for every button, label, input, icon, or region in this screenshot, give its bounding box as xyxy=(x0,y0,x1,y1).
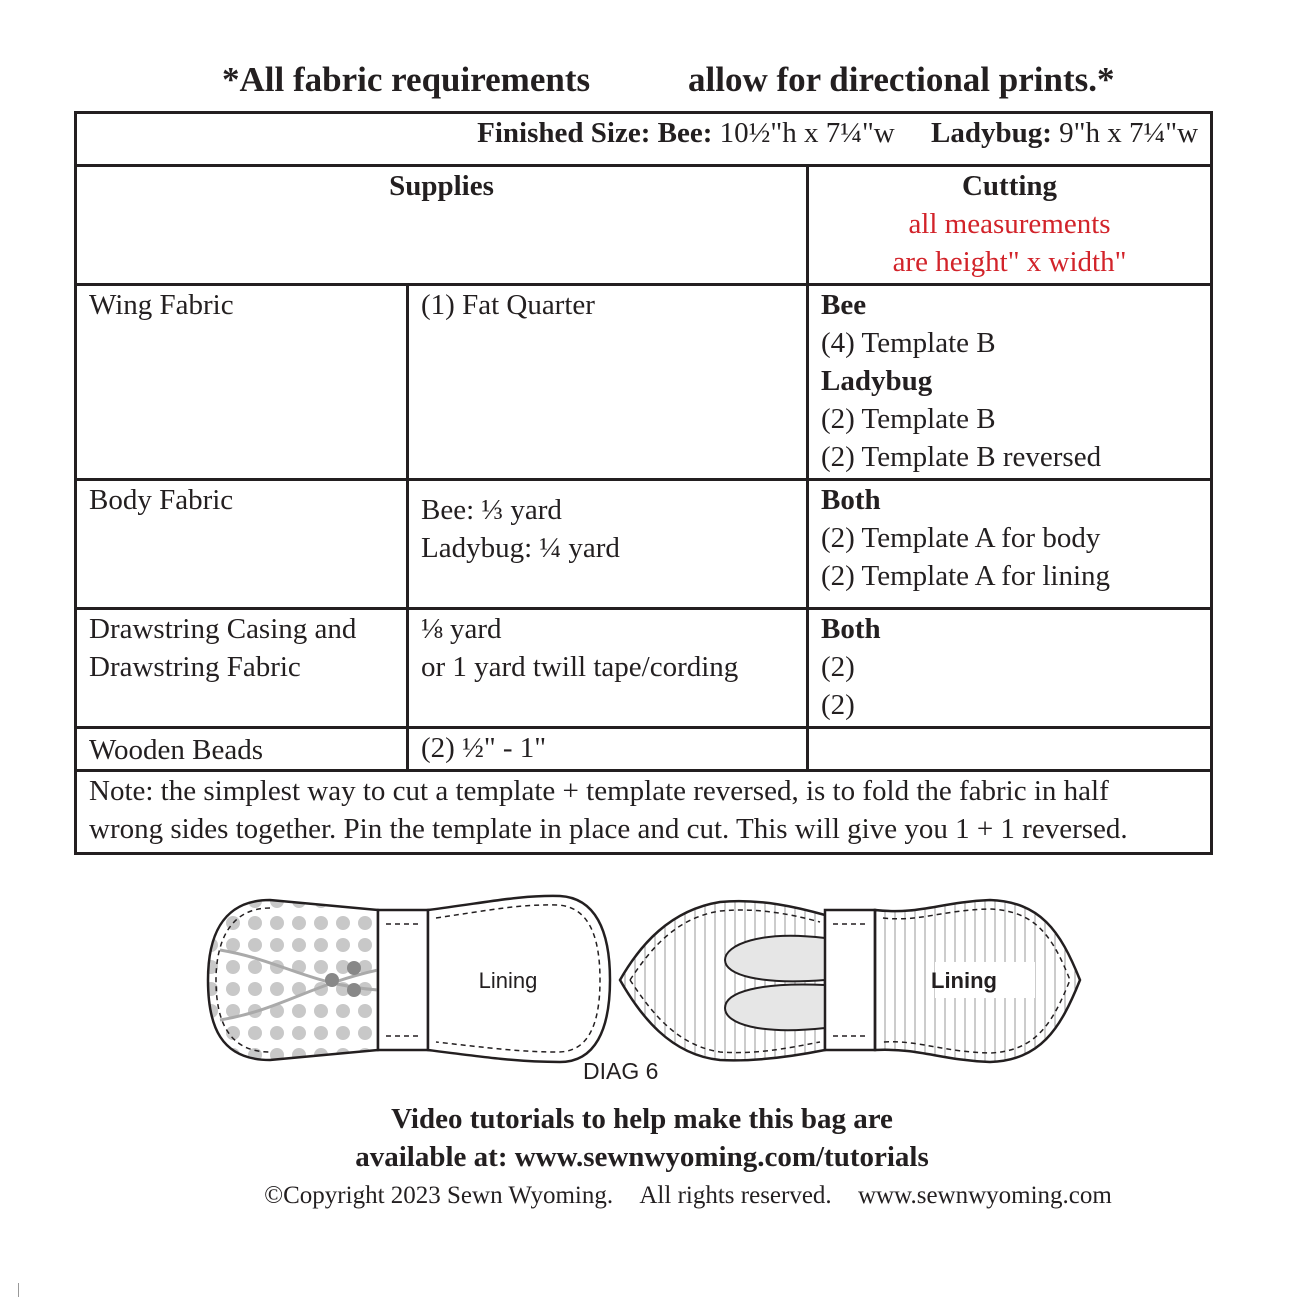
supply-amount: or 1 yard twill tape/cording xyxy=(421,651,739,683)
note-line-1: Note: the simplest way to cut a template + template reversed, is to fold the fabric in half xyxy=(89,775,1109,807)
rights-text: All rights reserved. xyxy=(639,1182,832,1209)
cutting-group-label: Ladybug xyxy=(821,365,933,397)
supply-item: Drawstring Fabric xyxy=(89,651,301,683)
table-row xyxy=(76,728,1212,771)
cutting-item: (2) xyxy=(821,651,855,683)
video-tutorials-note xyxy=(0,1100,1284,1176)
cutting-note-line-2: are height" x width" xyxy=(892,246,1127,278)
video-line-1: Video tutorials to help make this bag are xyxy=(391,1103,893,1135)
supply-amount: (1) Fat Quarter xyxy=(421,289,595,321)
table-row xyxy=(76,609,1212,728)
bee-size-value: 10½"h x 7¼"w xyxy=(719,117,895,149)
finished-size-label: Finished Size: xyxy=(477,117,651,149)
cutting-header: Cutting xyxy=(961,170,1058,202)
supply-item: Wing Fabric xyxy=(89,289,234,321)
finished-size-row xyxy=(76,113,1212,166)
left-lining-label: Lining xyxy=(478,968,538,993)
right-bag-illustration xyxy=(620,900,1080,1062)
headline-part-2: allow for directional prints.* xyxy=(688,60,1115,99)
supply-amount: Ladybug: ¼ yard xyxy=(421,532,620,564)
cutting-item: (4) Template B xyxy=(821,327,996,359)
diagram-caption: DIAG 6 xyxy=(583,1058,659,1084)
supplies-header: Supplies xyxy=(389,170,494,202)
supply-amount: (2) ½" - 1" xyxy=(421,732,547,764)
cutting-group-label: Both xyxy=(821,484,881,516)
video-line-2: available at: www.sewnwyoming.com/tutorials xyxy=(355,1141,929,1173)
supply-amount: ⅛ yard xyxy=(421,613,502,645)
cutting-item: (2) Template A for lining xyxy=(821,560,1110,592)
cutting-group-label: Bee xyxy=(821,289,867,321)
table-row xyxy=(76,285,1212,480)
copyright-text: ©Copyright 2023 Sewn Wyoming. xyxy=(264,1182,614,1209)
cutting-item: (2) Template B xyxy=(821,403,996,435)
supply-item: Drawstring Casing and xyxy=(89,613,357,645)
supply-item: Body Fabric xyxy=(89,484,234,516)
table-row xyxy=(76,480,1212,609)
page-headline xyxy=(0,54,1300,104)
cutting-group-label: Both xyxy=(821,613,881,645)
headline-part-1: *All fabric requirements xyxy=(222,60,591,99)
corner-mark xyxy=(18,1283,19,1297)
header-row xyxy=(76,166,1212,285)
note-line-2: wrong sides together. Pin the template in place and cut. This will give you 1 + 1 reversed. xyxy=(89,813,1128,845)
left-bag-illustration xyxy=(208,896,610,1062)
supply-item: Wooden Beads xyxy=(89,734,264,766)
bee-size-label: Bee: xyxy=(657,117,713,149)
ladybug-size-label: Ladybug: xyxy=(931,117,1052,149)
cutting-note-line-1: all measurements xyxy=(908,208,1111,240)
right-lining-label: Lining xyxy=(931,968,997,993)
footer-url: www.sewnwyoming.com xyxy=(857,1182,1112,1209)
note-row xyxy=(76,771,1212,854)
cutting-item: (2) Template B reversed xyxy=(821,441,1102,473)
ladybug-size-value: 9"h x 7¼"w xyxy=(1059,117,1199,149)
cutting-item: (2) Template A for body xyxy=(821,522,1101,554)
empty-cutting-cell xyxy=(808,728,1212,771)
supply-amount: Bee: ⅓ yard xyxy=(421,494,562,526)
cutting-item: (2) xyxy=(821,689,855,721)
requirements-table xyxy=(74,111,1213,855)
copyright-footer xyxy=(0,1182,1300,1210)
